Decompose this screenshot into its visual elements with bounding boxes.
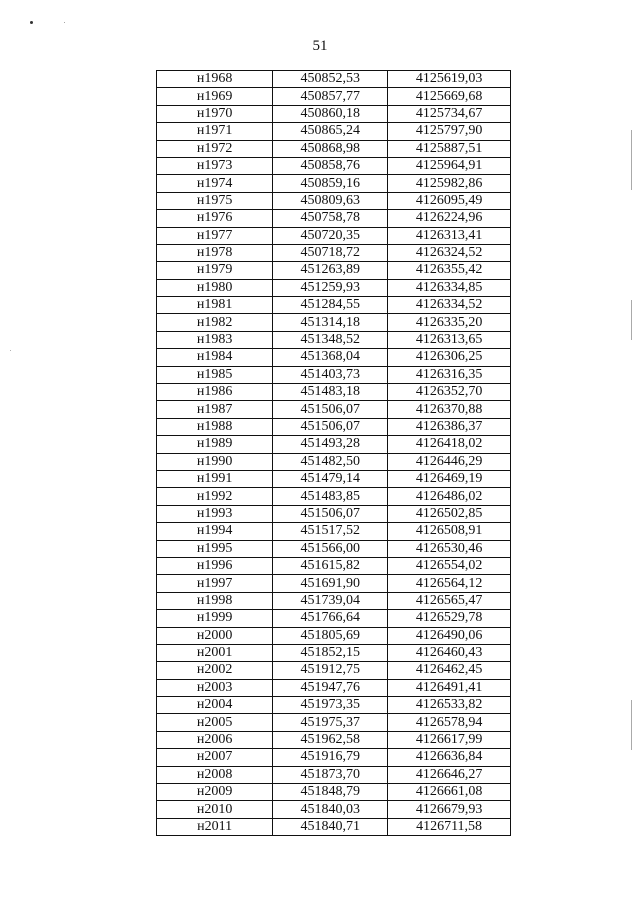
y-coordinate-cell: 4126334,52: [388, 297, 511, 314]
point-id-cell: н1992: [157, 488, 273, 505]
point-id-cell: н2008: [157, 766, 273, 783]
x-coordinate-cell: 451483,85: [273, 488, 388, 505]
y-coordinate-cell: 4126565,47: [388, 592, 511, 609]
point-id-cell: н1969: [157, 88, 273, 105]
table-row: [157, 279, 511, 296]
y-coordinate-cell: 4126679,93: [388, 801, 511, 818]
y-coordinate-cell: 4126462,45: [388, 662, 511, 679]
scan-edge-mark: [631, 130, 632, 190]
table-row: [157, 784, 511, 801]
x-coordinate-cell: 451284,55: [273, 297, 388, 314]
y-coordinate-cell: 4126324,52: [388, 244, 511, 261]
y-coordinate-cell: 4126446,29: [388, 453, 511, 470]
table-row: [157, 418, 511, 435]
table-row: [157, 210, 511, 227]
y-coordinate-cell: 4126530,46: [388, 540, 511, 557]
table-row: [157, 731, 511, 748]
coordinates-table: [156, 70, 511, 836]
x-coordinate-cell: 451615,82: [273, 557, 388, 574]
x-coordinate-cell: 450865,24: [273, 123, 388, 140]
point-id-cell: н2001: [157, 644, 273, 661]
point-id-cell: н2005: [157, 714, 273, 731]
y-coordinate-cell: 4126533,82: [388, 697, 511, 714]
y-coordinate-cell: 4125734,67: [388, 105, 511, 122]
table-row: [157, 157, 511, 174]
point-id-cell: н2003: [157, 679, 273, 696]
point-id-cell: н2011: [157, 818, 273, 835]
table-row: [157, 714, 511, 731]
y-coordinate-cell: 4126636,84: [388, 749, 511, 766]
point-id-cell: н1974: [157, 175, 273, 192]
point-id-cell: н1986: [157, 384, 273, 401]
x-coordinate-cell: 451848,79: [273, 784, 388, 801]
x-coordinate-cell: 451368,04: [273, 349, 388, 366]
y-coordinate-cell: 4126313,65: [388, 331, 511, 348]
y-coordinate-cell: 4126711,58: [388, 818, 511, 835]
table-row: [157, 262, 511, 279]
table-row: [157, 175, 511, 192]
x-coordinate-cell: 450720,35: [273, 227, 388, 244]
y-coordinate-cell: 4126564,12: [388, 575, 511, 592]
x-coordinate-cell: 450758,78: [273, 210, 388, 227]
point-id-cell: н1987: [157, 401, 273, 418]
table-row: [157, 401, 511, 418]
point-id-cell: н1973: [157, 157, 273, 174]
x-coordinate-cell: 451691,90: [273, 575, 388, 592]
point-id-cell: н1970: [157, 105, 273, 122]
table-row: [157, 766, 511, 783]
x-coordinate-cell: 451766,64: [273, 610, 388, 627]
point-id-cell: н1983: [157, 331, 273, 348]
x-coordinate-cell: 451873,70: [273, 766, 388, 783]
point-id-cell: н1977: [157, 227, 273, 244]
table-row: [157, 818, 511, 835]
x-coordinate-cell: 451973,35: [273, 697, 388, 714]
y-coordinate-cell: 4126352,70: [388, 384, 511, 401]
table-row: [157, 592, 511, 609]
y-coordinate-cell: 4126386,37: [388, 418, 511, 435]
x-coordinate-cell: 451947,76: [273, 679, 388, 696]
y-coordinate-cell: 4126334,85: [388, 279, 511, 296]
x-coordinate-cell: 451840,03: [273, 801, 388, 818]
x-coordinate-cell: 450860,18: [273, 105, 388, 122]
table-row: [157, 140, 511, 157]
point-id-cell: н1981: [157, 297, 273, 314]
y-coordinate-cell: 4126486,02: [388, 488, 511, 505]
table-row: [157, 644, 511, 661]
table-row: [157, 349, 511, 366]
point-id-cell: н1980: [157, 279, 273, 296]
point-id-cell: н1999: [157, 610, 273, 627]
x-coordinate-cell: 451483,18: [273, 384, 388, 401]
table-row: [157, 453, 511, 470]
y-coordinate-cell: 4126508,91: [388, 523, 511, 540]
table-row: [157, 105, 511, 122]
point-id-cell: н1998: [157, 592, 273, 609]
y-coordinate-cell: 4126529,78: [388, 610, 511, 627]
y-coordinate-cell: 4126355,42: [388, 262, 511, 279]
scan-edge-mark: [631, 300, 632, 340]
table-row: [157, 697, 511, 714]
table-row: [157, 488, 511, 505]
point-id-cell: н1979: [157, 262, 273, 279]
y-coordinate-cell: 4126490,06: [388, 627, 511, 644]
y-coordinate-cell: 4126617,99: [388, 731, 511, 748]
point-id-cell: н1976: [157, 210, 273, 227]
x-coordinate-cell: 451805,69: [273, 627, 388, 644]
x-coordinate-cell: 451739,04: [273, 592, 388, 609]
point-id-cell: н1991: [157, 470, 273, 487]
scan-speck: [64, 22, 65, 23]
x-coordinate-cell: 450809,63: [273, 192, 388, 209]
point-id-cell: н1968: [157, 71, 273, 88]
x-coordinate-cell: 451517,52: [273, 523, 388, 540]
table-row: [157, 227, 511, 244]
y-coordinate-cell: 4126578,94: [388, 714, 511, 731]
point-id-cell: н1972: [157, 140, 273, 157]
y-coordinate-cell: 4126502,85: [388, 505, 511, 522]
table-row: [157, 88, 511, 105]
point-id-cell: н1997: [157, 575, 273, 592]
x-coordinate-cell: 450868,98: [273, 140, 388, 157]
point-id-cell: н2007: [157, 749, 273, 766]
x-coordinate-cell: 451314,18: [273, 314, 388, 331]
point-id-cell: н2009: [157, 784, 273, 801]
x-coordinate-cell: 451403,73: [273, 366, 388, 383]
y-coordinate-cell: 4126491,41: [388, 679, 511, 696]
table-row: [157, 123, 511, 140]
x-coordinate-cell: 451852,15: [273, 644, 388, 661]
point-id-cell: н1995: [157, 540, 273, 557]
point-id-cell: н2010: [157, 801, 273, 818]
x-coordinate-cell: 450858,76: [273, 157, 388, 174]
y-coordinate-cell: 4126554,02: [388, 557, 511, 574]
scan-edge-mark: [631, 700, 632, 750]
table-row: [157, 801, 511, 818]
x-coordinate-cell: 451912,75: [273, 662, 388, 679]
point-id-cell: н1994: [157, 523, 273, 540]
point-id-cell: н1982: [157, 314, 273, 331]
x-coordinate-cell: 451962,58: [273, 731, 388, 748]
scan-speck: [10, 350, 11, 351]
point-id-cell: н1996: [157, 557, 273, 574]
point-id-cell: н1985: [157, 366, 273, 383]
table-row: [157, 557, 511, 574]
table-row: [157, 331, 511, 348]
table-row: [157, 384, 511, 401]
x-coordinate-cell: 451916,79: [273, 749, 388, 766]
coordinates-table-body: [157, 71, 511, 836]
page-number: 51: [312, 38, 328, 54]
x-coordinate-cell: 450859,16: [273, 175, 388, 192]
x-coordinate-cell: 451479,14: [273, 470, 388, 487]
x-coordinate-cell: 451840,71: [273, 818, 388, 835]
x-coordinate-cell: 451566,00: [273, 540, 388, 557]
y-coordinate-cell: 4125797,90: [388, 123, 511, 140]
y-coordinate-cell: 4126460,43: [388, 644, 511, 661]
y-coordinate-cell: 4126335,20: [388, 314, 511, 331]
y-coordinate-cell: 4126661,08: [388, 784, 511, 801]
table-row: [157, 505, 511, 522]
y-coordinate-cell: 4126418,02: [388, 436, 511, 453]
point-id-cell: н1984: [157, 349, 273, 366]
point-id-cell: н1993: [157, 505, 273, 522]
x-coordinate-cell: 451506,07: [273, 418, 388, 435]
table-row: [157, 523, 511, 540]
x-coordinate-cell: 451506,07: [273, 401, 388, 418]
x-coordinate-cell: 451975,37: [273, 714, 388, 731]
x-coordinate-cell: 450852,53: [273, 71, 388, 88]
table-row: [157, 749, 511, 766]
point-id-cell: н1990: [157, 453, 273, 470]
x-coordinate-cell: 451506,07: [273, 505, 388, 522]
table-row: [157, 436, 511, 453]
y-coordinate-cell: 4126469,19: [388, 470, 511, 487]
table-row: [157, 470, 511, 487]
table-row: [157, 297, 511, 314]
y-coordinate-cell: 4126306,25: [388, 349, 511, 366]
x-coordinate-cell: 450718,72: [273, 244, 388, 261]
y-coordinate-cell: 4125982,86: [388, 175, 511, 192]
y-coordinate-cell: 4125964,91: [388, 157, 511, 174]
y-coordinate-cell: 4126316,35: [388, 366, 511, 383]
table-row: [157, 610, 511, 627]
point-id-cell: н1971: [157, 123, 273, 140]
table-row: [157, 662, 511, 679]
table-row: [157, 244, 511, 261]
x-coordinate-cell: 451263,89: [273, 262, 388, 279]
point-id-cell: н1978: [157, 244, 273, 261]
x-coordinate-cell: 451348,52: [273, 331, 388, 348]
x-coordinate-cell: 451493,28: [273, 436, 388, 453]
x-coordinate-cell: 451259,93: [273, 279, 388, 296]
table-row: [157, 71, 511, 88]
point-id-cell: н1989: [157, 436, 273, 453]
y-coordinate-cell: 4126313,41: [388, 227, 511, 244]
table-row: [157, 540, 511, 557]
table-row: [157, 627, 511, 644]
point-id-cell: н1975: [157, 192, 273, 209]
table-row: [157, 679, 511, 696]
table-row: [157, 192, 511, 209]
y-coordinate-cell: 4126646,27: [388, 766, 511, 783]
x-coordinate-cell: 450857,77: [273, 88, 388, 105]
y-coordinate-cell: 4125619,03: [388, 71, 511, 88]
table-row: [157, 314, 511, 331]
point-id-cell: н2004: [157, 697, 273, 714]
point-id-cell: н2002: [157, 662, 273, 679]
point-id-cell: н2006: [157, 731, 273, 748]
y-coordinate-cell: 4126224,96: [388, 210, 511, 227]
table-row: [157, 575, 511, 592]
table-row: [157, 366, 511, 383]
y-coordinate-cell: 4126095,49: [388, 192, 511, 209]
point-id-cell: н2000: [157, 627, 273, 644]
scan-speck: [30, 21, 33, 24]
y-coordinate-cell: 4125669,68: [388, 88, 511, 105]
y-coordinate-cell: 4126370,88: [388, 401, 511, 418]
point-id-cell: н1988: [157, 418, 273, 435]
x-coordinate-cell: 451482,50: [273, 453, 388, 470]
y-coordinate-cell: 4125887,51: [388, 140, 511, 157]
